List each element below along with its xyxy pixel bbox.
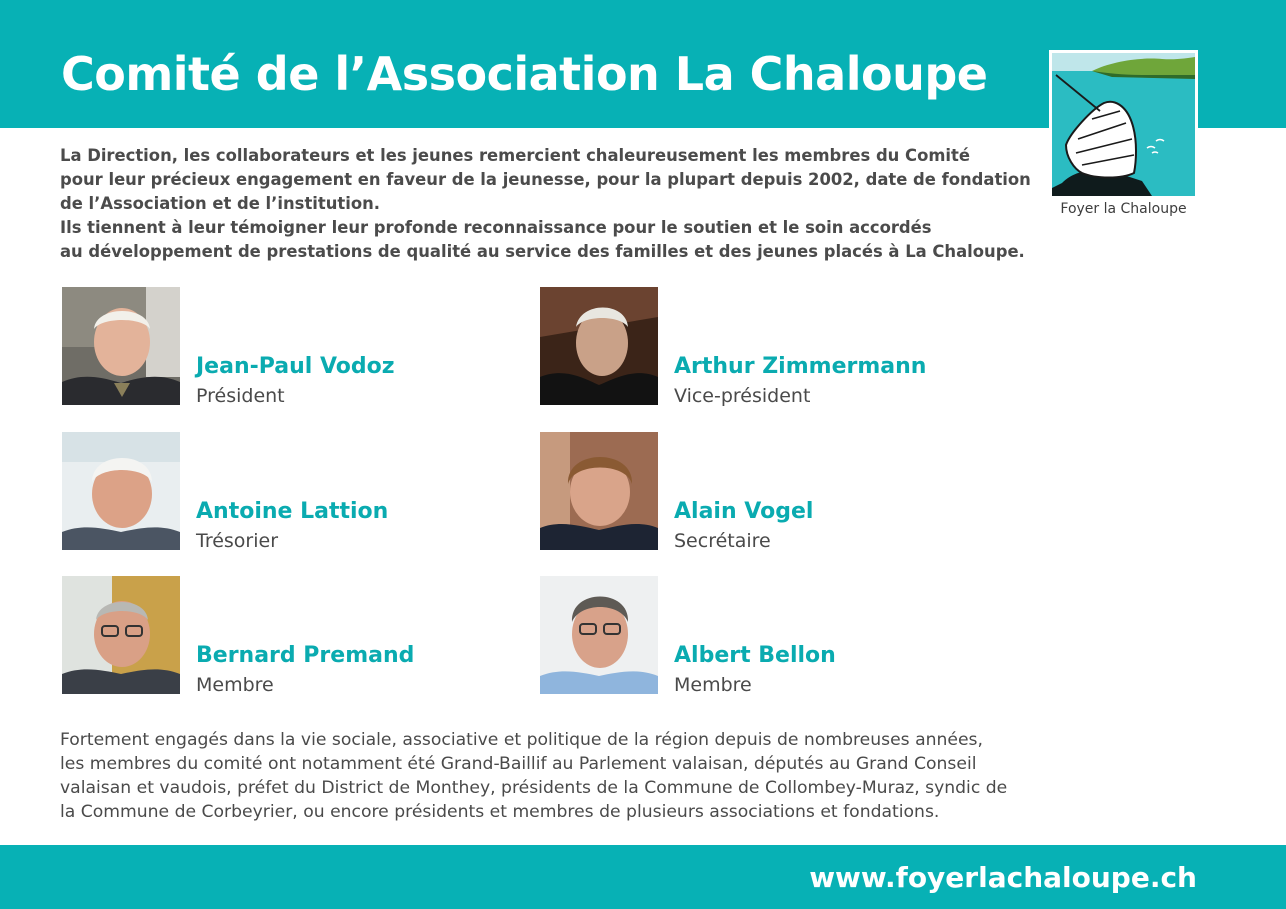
intro-line: de l’Association et de l’institution. bbox=[60, 194, 381, 213]
boat-logo-icon bbox=[1049, 50, 1198, 199]
member-photo bbox=[62, 576, 180, 694]
closing-paragraph bbox=[60, 728, 1020, 824]
website-link[interactable]: www.foyerlachaloupe.ch bbox=[809, 861, 1197, 894]
closing-line: valaisan et vaudois, préfet du District de Monthey, présidents de la Commune de Collombey-Muraz, syndic de bbox=[60, 778, 1008, 798]
closing-line: Fortement engagés dans la vie sociale, associative et politique de la région depuis de nombreuses années, bbox=[60, 730, 983, 750]
member-photo bbox=[62, 432, 180, 550]
logo bbox=[1049, 50, 1198, 220]
member-name: Alain Vogel bbox=[674, 499, 814, 524]
logo-caption: Foyer la Chaloupe bbox=[1060, 201, 1187, 217]
closing-line: la Commune de Corbeyrier, ou encore présidents et membres de plusieurs associations et fondations. bbox=[60, 802, 940, 822]
member-card bbox=[540, 287, 1000, 407]
member-role: Trésorier bbox=[196, 530, 279, 552]
member-photo bbox=[540, 432, 658, 550]
member-name: Albert Bellon bbox=[674, 643, 836, 668]
member-role: Secrétaire bbox=[674, 530, 771, 552]
member-role: Vice-président bbox=[674, 385, 811, 407]
member-photo bbox=[62, 287, 180, 405]
member-card bbox=[62, 287, 522, 407]
closing-line: les membres du comité ont notamment été Grand-Baillif au Parlement valaisan, députés au Grand Conseil bbox=[60, 754, 977, 774]
intro-line: Ils tiennent à leur témoigner leur profonde reconnaissance pour le soutien et le soin accordés bbox=[60, 218, 932, 237]
intro-line: pour leur précieux engagement en faveur de la jeunesse, pour la plupart depuis 2002, date de fondation bbox=[60, 170, 1031, 189]
member-card bbox=[62, 432, 522, 552]
member-name: Antoine Lattion bbox=[196, 499, 389, 524]
intro-paragraph bbox=[60, 144, 1031, 264]
member-name: Bernard Premand bbox=[196, 643, 415, 668]
member-photo bbox=[540, 576, 658, 694]
member-name: Arthur Zimmermann bbox=[674, 354, 927, 379]
member-card bbox=[540, 576, 1000, 696]
member-card bbox=[540, 432, 1000, 552]
member-photo bbox=[540, 287, 658, 405]
member-role: Membre bbox=[674, 674, 752, 696]
member-role: Président bbox=[196, 385, 285, 407]
page-title: Comité de l’Association La Chaloupe bbox=[61, 47, 988, 101]
member-name: Jean-Paul Vodoz bbox=[196, 354, 395, 379]
intro-line: au développement de prestations de qualité au service des familles et des jeunes placés à La Chaloupe. bbox=[60, 242, 1025, 261]
intro-line: La Direction, les collaborateurs et les jeunes remercient chaleureusement les membres du Comité bbox=[60, 146, 970, 165]
member-card bbox=[62, 576, 522, 696]
member-role: Membre bbox=[196, 674, 274, 696]
